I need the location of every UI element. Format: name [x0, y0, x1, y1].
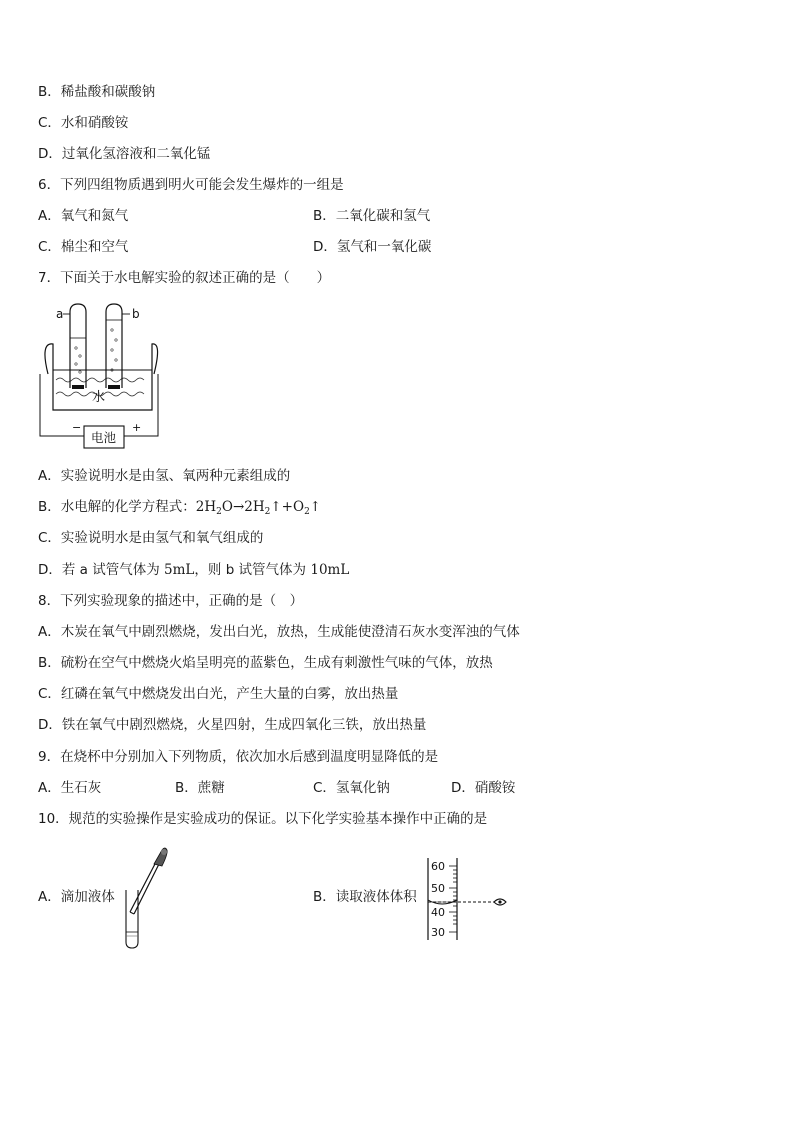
- q9-option-a: A．生石灰: [38, 780, 102, 796]
- q7-option-b-prefix: B．水电解的化学方程式：: [38, 499, 196, 515]
- water-label: 水: [92, 390, 106, 405]
- q7-option-c: C．实验说明水是由氢气和氧气组成的: [38, 530, 264, 546]
- q7-option-d: D．若 a 试管气体为 5mL，则 b 试管气体为 10mL: [38, 562, 350, 578]
- scale-label-40: 40: [431, 906, 445, 919]
- q10-stem: 10．规范的实验操作是实验成功的保证。以下化学实验基本操作中正确的是: [38, 811, 488, 827]
- q8-option-c: C．红磷在氧气中燃烧发出白光，产生大量的白雾，放出热量: [38, 686, 399, 702]
- q6-option-b: B．二氧化碳和氢气: [313, 208, 431, 224]
- q7-equation: $2H_2O\to 2H_2↑+O_2↑$: [195, 499, 322, 517]
- q8-option-b: B．硫粉在空气中燃烧火焰呈明亮的蓝紫色，生成有刺激性气味的气体，放热: [38, 655, 493, 671]
- q8-stem: 8．下列实验现象的描述中，正确的是（ ）: [38, 593, 304, 609]
- q7-stem: 7．下面关于水电解实验的叙述正确的是（ ）: [38, 270, 331, 286]
- q5-option-c: C．水和硝酸铵: [38, 115, 129, 131]
- q6-option-c: C．棉尘和空气: [38, 239, 129, 255]
- q5-option-b: B．稀盐酸和碳酸钠: [38, 84, 156, 100]
- q6-option-d: D．氢气和一氧化碳: [313, 239, 432, 255]
- scale-label-30: 30: [431, 926, 445, 939]
- q8-option-a: A．木炭在氧气中剧烈燃烧，发出白光，放热，生成能使澄清石灰水变浑浊的气体: [38, 624, 520, 640]
- q6-stem: 6．下列四组物质遇到明火可能会发生爆炸的一组是: [38, 177, 344, 193]
- scale-label-60: 60: [431, 860, 445, 873]
- q10-option-a: A．滴加液体: [38, 889, 115, 905]
- q5-option-d: D．过氧化氢溶液和二氧化锰: [38, 146, 211, 162]
- q10-option-b: B．读取液体体积: [313, 889, 417, 905]
- q6-option-a: A．氧气和氮气: [38, 208, 129, 224]
- q7-option-a: A．实验说明水是由氢、氧两种元素组成的: [38, 468, 291, 484]
- q7-option-b: [38, 498, 321, 516]
- negative-terminal-label: −: [72, 421, 82, 434]
- tube-a-label: a: [56, 307, 64, 321]
- q9-option-c: C．氢氧化钠: [313, 780, 390, 796]
- positive-terminal-label: +: [132, 421, 142, 434]
- scale-label-50: 50: [431, 882, 445, 895]
- dropper-test-tube-figure: [118, 846, 170, 950]
- q9-option-d: D．硝酸铵: [451, 780, 516, 796]
- battery-label: 电池: [91, 430, 117, 445]
- q9-stem: 9．在烧杯中分别加入下列物质，依次加水后感到温度明显降低的是: [38, 749, 439, 765]
- electrolysis-apparatus-figure: [36, 300, 166, 452]
- q9-option-b: B．蔗糖: [175, 780, 225, 796]
- q8-option-d: D．铁在氧气中剧烈燃烧，火星四射，生成四氧化三铁，放出热量: [38, 717, 427, 733]
- graduated-cylinder-figure: [424, 856, 510, 942]
- tube-b-label: b: [132, 307, 140, 321]
